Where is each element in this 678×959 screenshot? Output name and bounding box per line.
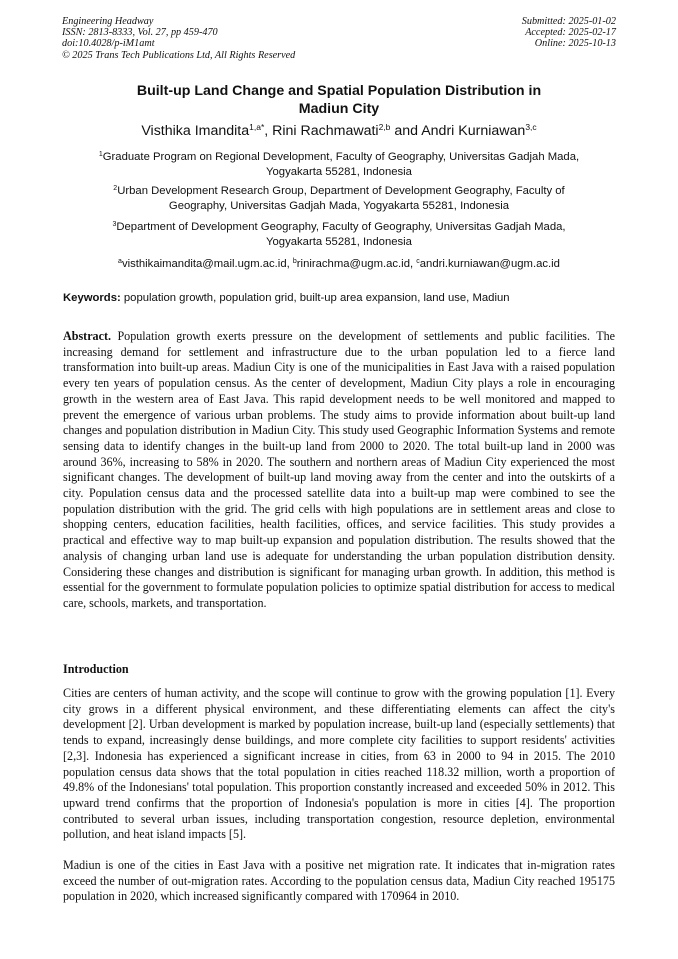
email-b: rinirachma@ugm.ac.id, [296, 258, 417, 270]
email-c: andri.kurniawan@ugm.ac.id [419, 258, 560, 270]
affiliation-3-sup: 3 [112, 221, 117, 228]
affiliation-1-sup: 1 [98, 151, 103, 158]
affiliation-1-line2: Yogyakarta 55281, Indonesia [266, 166, 412, 179]
paper-title [100, 82, 578, 118]
affiliation-2 [62, 184, 616, 215]
author-emails [62, 257, 616, 272]
paper-title-line2: Madiun City [298, 101, 380, 117]
submitted-date: Submitted: 2025-01-02 [521, 16, 616, 27]
author-1: Visthika Imandita [141, 123, 250, 139]
submission-dates [522, 16, 616, 50]
keywords-label: Keywords: [63, 292, 121, 304]
accepted-date: Accepted: 2025-02-17 [525, 27, 616, 39]
affiliation-2-line2: Geography, Universitas Gadjah Mada, Yogyakarta 55281, Indonesia [168, 200, 510, 213]
affiliation-3 [62, 220, 616, 251]
section-heading: Introduction [63, 662, 129, 676]
journal-header [62, 16, 295, 61]
abstract-text: Population growth exerts pressure on the development of settlements and public facilities. The increasing demand for settlement and infrastructure due to the urban population led to a fierce land transformation into built-up areas. Madiun City is one of the municipalities in East Java with a raised population every ten years of population census. As the center of development, Madiun City plays a role in encouraging growth in the western area of East Java. This rapid development needs to be well monitored and mapped to prevent the emergence of various urban problems. The study aims to provide information about built-up land changes and population distribution in Madiun City. This study used Geographic Information Systems and remote sensing data to identify changes in the built-up land from 2000 to 2020. The total built-up land in 2000 was around 36%, increasing to 58% in 2020. The southern and northern areas of Madiun City experienced the most significant changes. The development of built-up land moving away from the center and into the outskirts of a city. Population census data and the processed satellite data into a built-up map were combined to see the population distribution with the grid. The grid cells with high populations are in settlement areas and close to shopping centers, education facilities, health facilities, offices, and service facilities. This study provides a practical and effective way to map built-up expansion and population distribution. The results showed that the analysis of changing urban land use is adequate for understanding the urban population distribution density. Considering these changes and distribution is significant for managing urban growth. In addition, this method is essential for the government to formulate population policies to optimize spatial distribution for access to medical care, schools, markets, and transportation. [63, 329, 615, 610]
affiliation-1-line1: Graduate Program on Regional Development, Faculty of Geography, Universitas Gadjah Mada, [102, 151, 580, 163]
author-separator: and [390, 123, 422, 139]
journal-copyright: © 2025 Trans Tech Publications Ltd, All Rights Reserved [62, 49, 296, 61]
abstract-label: Abstract. [63, 329, 112, 343]
affiliation-2-sup: 2 [113, 185, 118, 192]
author-3: Andri Kurniawan [421, 123, 526, 139]
author-separator: , [264, 123, 273, 139]
journal-doi: doi:10.4028/p-iM1amt [62, 38, 155, 50]
email-a: visthikaimandita@mail.ugm.ac.id, [121, 258, 293, 270]
author-1-sup: 1,a* [249, 122, 265, 132]
email-b-sup: b [292, 258, 297, 265]
paper-title-line1: Built-up Land Change and Spatial Population Distribution in [136, 83, 542, 99]
affiliation-1 [62, 150, 616, 181]
online-date: Online: 2025-10-13 [534, 38, 616, 50]
abstract [63, 329, 615, 612]
affiliation-2-line1: Urban Development Research Group, Department of Development Geography, Faculty of [117, 185, 565, 197]
affiliation-3-line1: Department of Development Geography, Faculty of Geography, Universitas Gadjah Mada, [116, 221, 566, 233]
paragraph: Cities are centers of human activity, and the scope will continue to grow with the growing population [1]. Every city grows in a different physical environment, and these differentiating elements can affect the city's development [2]. Urban development is marked by population increase, built-up land (especially settlements) that tends to expand, increasingly dense buildings, and more complete city facilities to support residents' activities [2,3]. Indonesia has experienced a significant increase in cities, from 63 in 2000 to 94 in 2015. The 2010 population census data shows that the total population in cities reached 118.32 million, worth a proportion of 49.8% of the Indonesians' total population. This proportion constantly increased and exceeded 50% in 2012. This upward trend confirms that the proportion of Indonesia's population is more in cities [4]. The proportion contributed to several urban issues, including transportation congestion, resource depletion, environmental pollution, and heat island impacts [5]. [63, 686, 615, 842]
keywords-text: population growth, population grid, built-up area expansion, land use, Madiun [120, 292, 510, 304]
journal-name: Engineering Headway [62, 16, 154, 27]
journal-issn: ISSN: 2813-8333, Vol. 27, pp 459-470 [62, 27, 218, 39]
email-a-sup: a [118, 258, 122, 265]
affiliation-3-line2: Yogyakarta 55281, Indonesia [266, 236, 412, 249]
paragraph: Madiun is one of the cities in East Java with a positive net migration rate. It indicates that in-migration rates exceed the number of out-migration rates. According to the population census data, Madiun City reached 195175 population in 2020, which increased significantly compared with 170964 in 2010. [63, 858, 615, 904]
keywords [63, 291, 623, 306]
author-2-sup: 2,b [378, 122, 391, 132]
author-2: Rini Rachmawati [272, 123, 379, 139]
email-c-sup: c [416, 258, 420, 265]
author-list [40, 122, 638, 140]
author-3-sup: 3,c [525, 122, 537, 132]
